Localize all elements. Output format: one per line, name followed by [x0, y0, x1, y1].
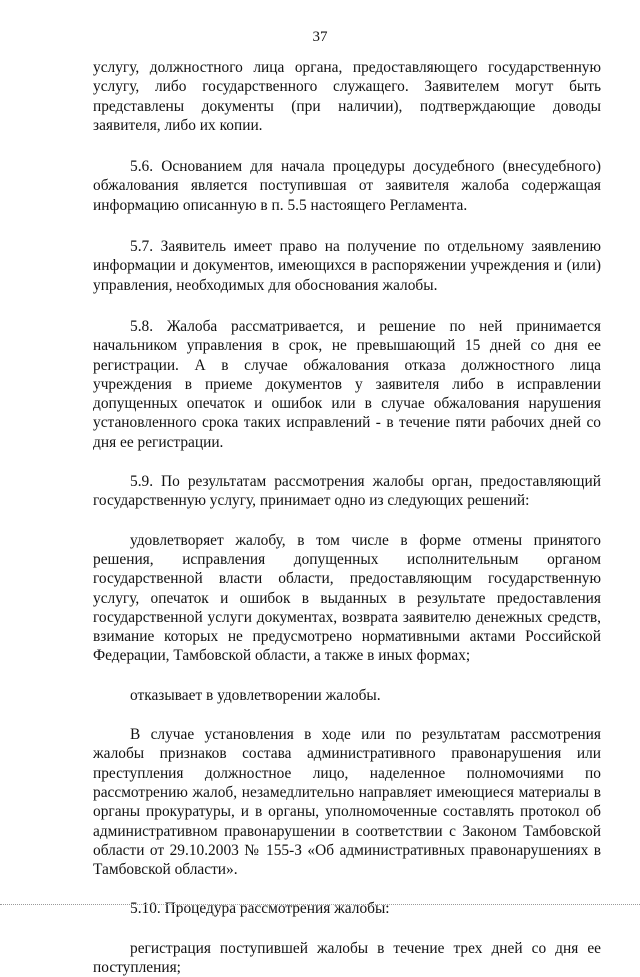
paragraph-5-9: 5.9. По результатам рассмотрения жалобы орган, предоставляющий государственную услугу, принимает одно из следующих решений: — [93, 473, 601, 510]
paragraph-5-10: 5.10. Процедура рассмотрения жалобы: — [130, 900, 390, 918]
document-body — [93, 58, 601, 977]
paragraph-5-6: 5.6. Основанием для начала процедуры досудебного (внесудебного) обжалования является поступившая от заявителя жалоба содержащая информацию описанную в п. 5.5 настоящего Регламента. — [93, 158, 601, 214]
paragraph-continuation: услугу, должностного лица органа, предоставляющего государственную услугу, либо государственного служащего. Заявителем могут быть представлены документы (при наличии), подтверждающие доводы заявителя, либо их копии. — [93, 59, 601, 134]
paragraph-5-7: 5.7. Заявитель имеет право на получение по отдельному заявлению информации и документов, имеющихся в распоряжении учреждения и (или) управления, необходимых для обоснования жалобы. — [93, 238, 601, 294]
procedure-registration: регистрация поступившей жалобы в течение трех дней со дня ее поступления; — [93, 939, 601, 976]
decision-refuse: отказывает в удовлетворении жалобы. — [130, 686, 381, 704]
paragraph-violation-case: В случае установления в ходе или по результатам рассмотрения жалобы признаков состава административного правонарушения или преступления должностное лицо, наделенное полномочиями по рассмотрению жалоб, незамедлительно направляет имеющиеся материалы в органы прокуратуры, и в органы, уполномоченные составлять протокол об административном правонарушении в соответствии с Законом Тамбовской области от 29.10.2003 № 155-З «Об административных правонарушениях в Тамбовской области». — [93, 726, 601, 879]
decision-satisfy: удовлетворяет жалобу, в том числе в форме отмены принятого решения, исправления допущенных исполнительным органом государственной власти области, предоставляющим государственную услугу, опечаток и ошибок в выданных в результате предоставления государственной услуги документах, возврата заявителю денежных средств, взимание которых не предусмотрено нормативными актами Российской Федерации, Тамбовской области, а также в иных формах; — [93, 531, 601, 665]
page-bottom-edge — [0, 901, 640, 905]
page-number: 37 — [312, 29, 328, 45]
paragraph-5-8: 5.8. Жалоба рассматривается, и решение по ней принимается начальником управления в срок, не превышающий 15 дней со дня ее регистрации. А в случае обжалования отказа должностного лица учреждения в приеме документов у заявителя либо в исправлении допущенных опечаток и ошибок или в случае обжалования нарушения установленного срока таких исправлений - в течение пяти рабочих дней со дня ее регистрации. — [93, 317, 601, 451]
